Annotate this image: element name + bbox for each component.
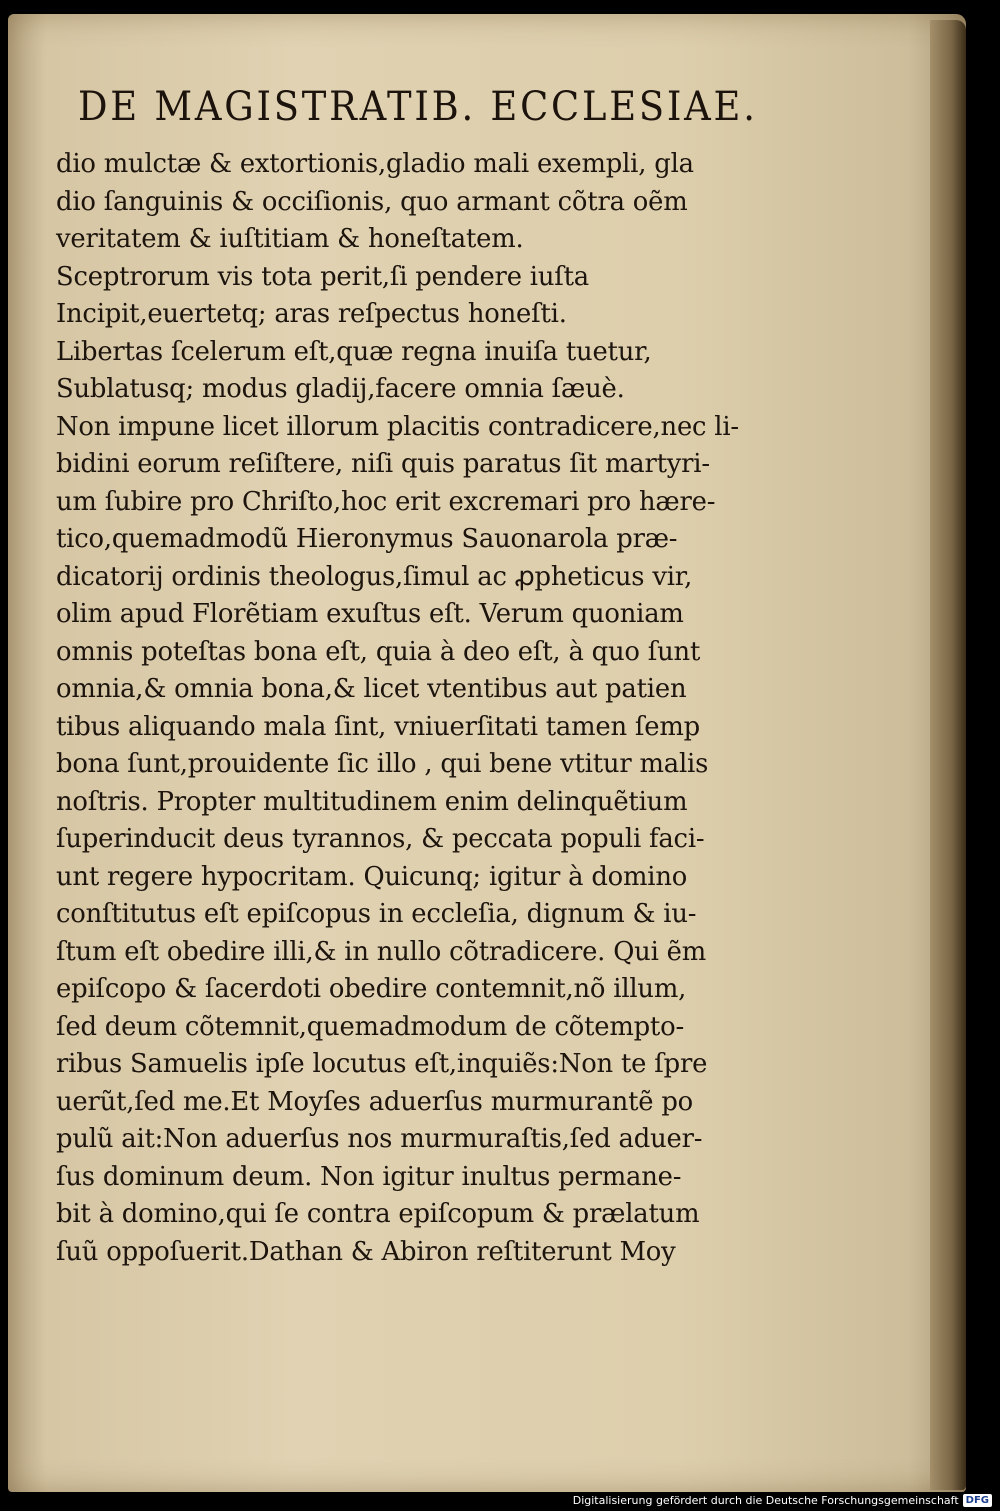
text-line: dio mulctæ & extortionis,gladio mali exempli, gla — [56, 149, 694, 179]
text-line: Incipit,euertetq; aras reſpectus honeſti. — [56, 299, 567, 329]
text-line: Sceptrorum vis tota perit,ſi pendere iuſta — [56, 261, 590, 292]
text-line: veritatem & iuſtitiam & honeſtatem. — [56, 224, 524, 254]
footer-credit — [573, 1492, 992, 1508]
text-line: omnia,& omnia bona,& licet vtentibus aut patien — [56, 674, 687, 704]
text-line: ſed deum cõtemnit,quemadmodum de cõtempto- — [56, 1011, 684, 1042]
text-line: um ſubire pro Chriſto,hoc erit excremari pro hære- — [56, 486, 716, 517]
text-line: bidini eorum reſiſtere, niſi quis paratus ſit martyri- — [56, 449, 710, 479]
text-line: epiſcopo & ſacerdoti obedire contemnit,nõ illum, — [56, 974, 687, 1004]
text-line: tibus aliquando mala ſint, vniuerſitati tamen ſemp — [56, 711, 700, 742]
text-line: dicatorij ordinis theologus,ſimul ac ꝓpheticus vir, — [56, 561, 693, 592]
text-line: bit à domino,qui ſe contra epiſcopum & prælatum — [56, 1199, 700, 1229]
text-line: Libertas ſcelerum eſt,quæ regna inuiſa tuetur, — [56, 336, 652, 367]
text-line: Sublatusq; modus gladij,facere omnia ſæuè. — [56, 374, 625, 404]
text-line: ribus Samuelis ipſe locutus eſt,inquiẽs:Non te ſpre — [56, 1049, 708, 1079]
text-line: dio ſanguinis & occiſionis, quo armant cõtra oẽm — [56, 186, 688, 217]
text-line: unt regere hypocritam. Quicunq; igitur à domino — [56, 861, 688, 892]
text-line: ſus dominum deum. Non igitur inultus permane- — [56, 1161, 682, 1192]
text-line: noſtris. Propter multitudinem enim delinquẽtium — [56, 786, 688, 817]
text-line: ſtum eſt obedire illi,& in nullo cõtradicere. Qui ẽm — [56, 936, 707, 967]
text-line: ſuperinducit deus tyrannos, & peccata populi faci- — [56, 824, 705, 854]
text-line: Non impune licet illorum placitis contradicere,nec li- — [56, 411, 739, 442]
text-line: omnis poteſtas bona eſt, quia à deo eſt, à quo ſunt — [56, 636, 701, 667]
text-line: uerũt,ſed me.Et Moyſes aduerſus murmurantẽ po — [56, 1086, 694, 1117]
footer-text: Digitalisierung gefördert durch die Deutsche Forschungsgemeinschaft — [572, 1493, 959, 1507]
text-line: bona ſunt,prouidente ſic illo , qui bene vtitur malis — [56, 749, 709, 779]
text-line: conſtitutus eſt epiſcopus in eccleſia, dignum & iu- — [56, 899, 697, 929]
page-edge — [930, 20, 966, 1490]
text-line: pulũ ait:Non aduerſus nos murmuraſtis,ſed aduer- — [56, 1124, 703, 1154]
running-header: DE MAGISTRATIB. ECCLESIAE. — [78, 84, 758, 130]
text-line: tico,quemadmodũ Hieronymus Sauonarola præ- — [56, 524, 678, 554]
dfg-logo: DFG — [963, 1494, 992, 1507]
body-text — [56, 146, 756, 1271]
text-line: olim apud Florẽtiam exuſtus eſt. Verum quoniam — [56, 599, 684, 629]
text-line: ſuũ oppoſuerit.Dathan & Abiron reſtiterunt Moy — [56, 1236, 676, 1267]
